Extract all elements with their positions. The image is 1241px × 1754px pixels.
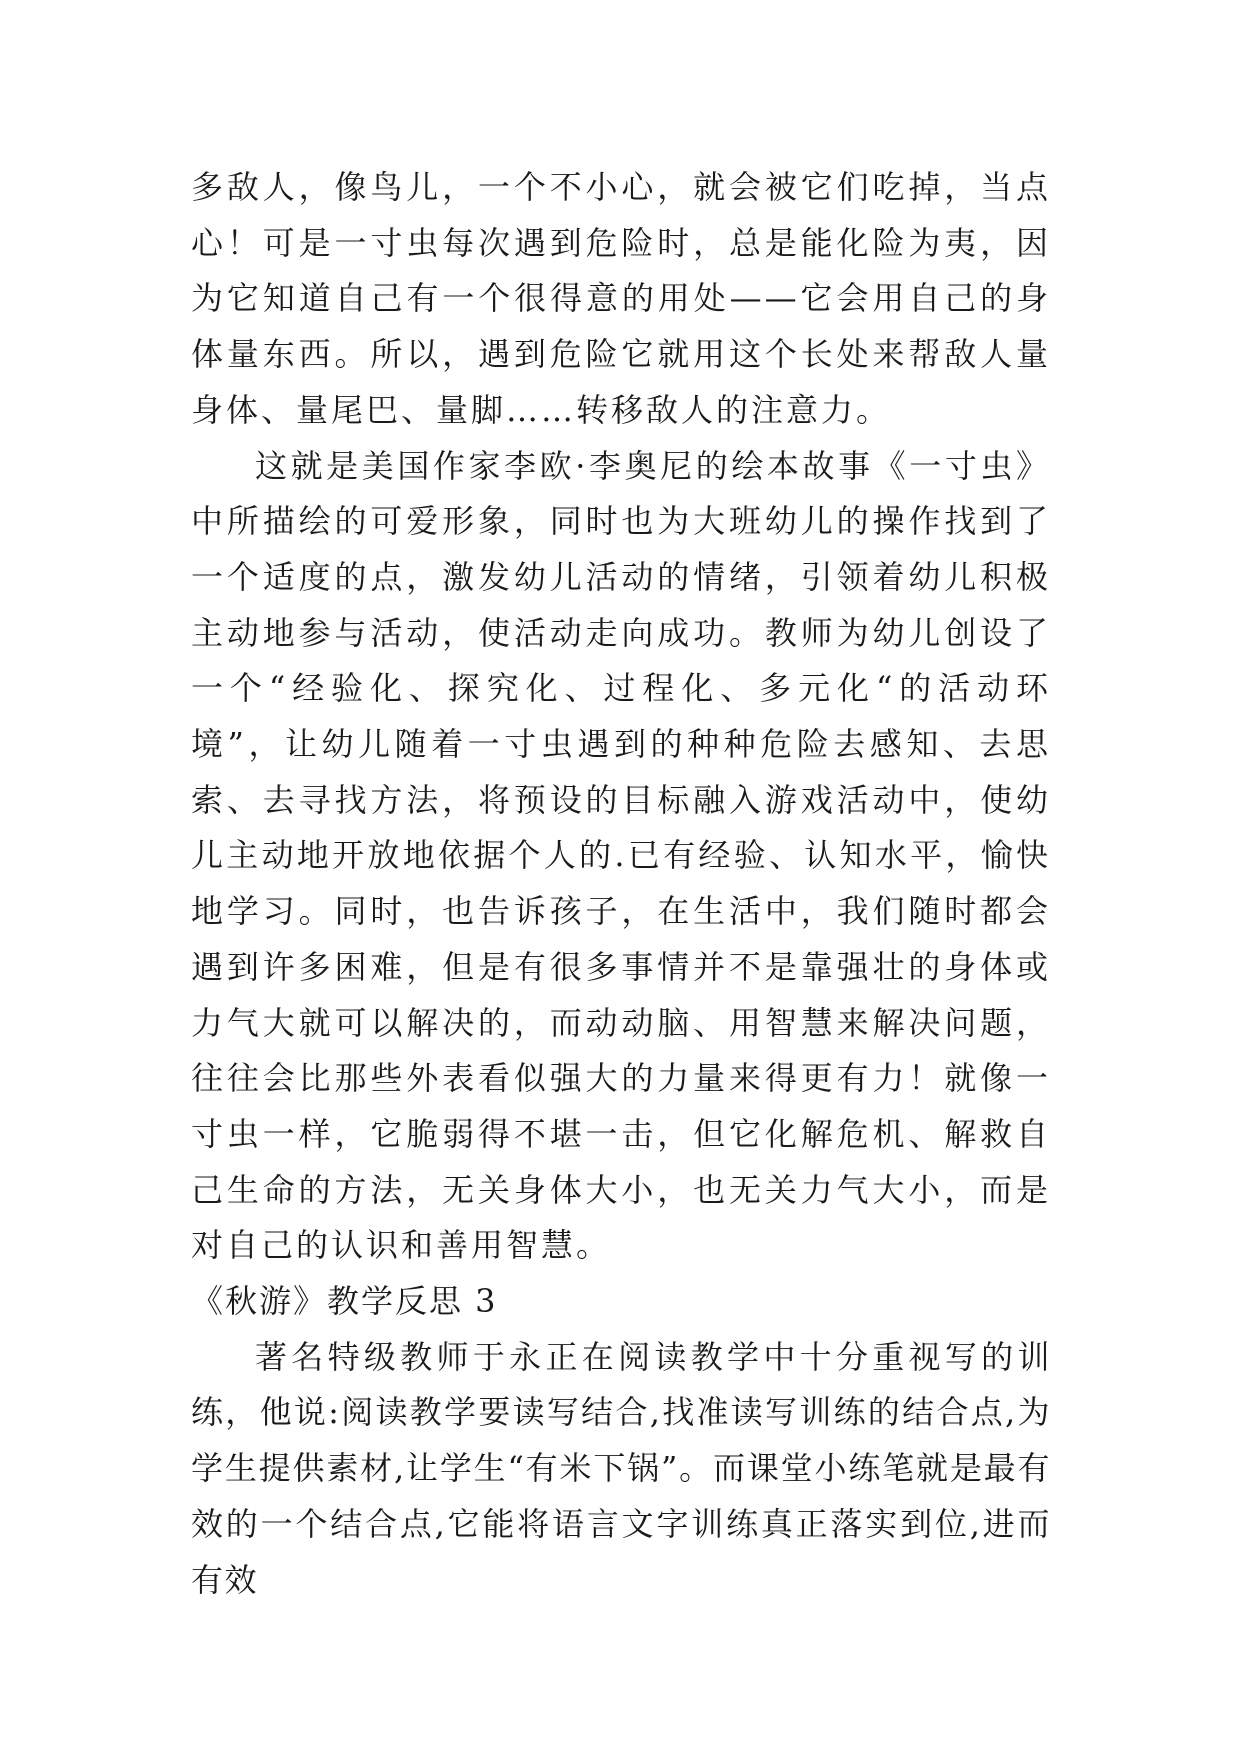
paragraph-autumn-trip-reflection: 著名特级教师于永正在阅读教学中十分重视写的训练，他说:阅读教学要读写结合,找准读写训练的结合点,为学生提供素材,让学生“有米下锅”。而课堂小练笔就是最有效的一个结合点,它能将语言文字训练真正落实到位,进而有效 — [191, 1337, 1051, 1599]
document-body — [191, 160, 1051, 1608]
section-heading: 《秋游》教学反思 3 — [191, 1282, 498, 1321]
paragraph-inch-worm-reflection: 这就是美国作家李欧·李奥尼的绘本故事《一寸虫》中所描绘的可爱形象，同时也为大班幼儿的操作找到了一个适度的点，激发幼儿活动的情绪，引领着幼儿积极主动地参与活动，使活动走向成功。教师为幼儿创设了一个“经验化、探究化、过程化、多元化“的活动环境”，让幼儿随着一寸虫遇到的种种危险去感知、去思索、去寻找方法，将预设的目标融入游戏活动中，使幼儿主动地开放地依据个人的.已有经验、认知水平，愉快地学习。同时，也告诉孩子，在生活中，我们随时都会遇到许多困难，但是有很多事情并不是靠强壮的身体或力气大就可以解决的，而动动脑、用智慧来解决问题，往往会比那些外表看似强大的力量来得更有力！就像一寸虫一样，它脆弱得不堪一击，但它化解危机、解救自己生命的方法，无关身体大小，也无关力气大小，而是对自己的认识和善用智慧。 — [191, 446, 1051, 1265]
paragraph-continued: 多敌人，像鸟儿，一个不小心，就会被它们吃掉，当点心！可是一寸虫每次遇到危险时，总是能化险为夷，因为它知道自己有一个很得意的用处——它会用自己的身体量东西。所以，遇到危险它就用这个长处来帮敌人量身体、量尾巴、量脚……转移敌人的注意力。 — [191, 168, 1051, 429]
